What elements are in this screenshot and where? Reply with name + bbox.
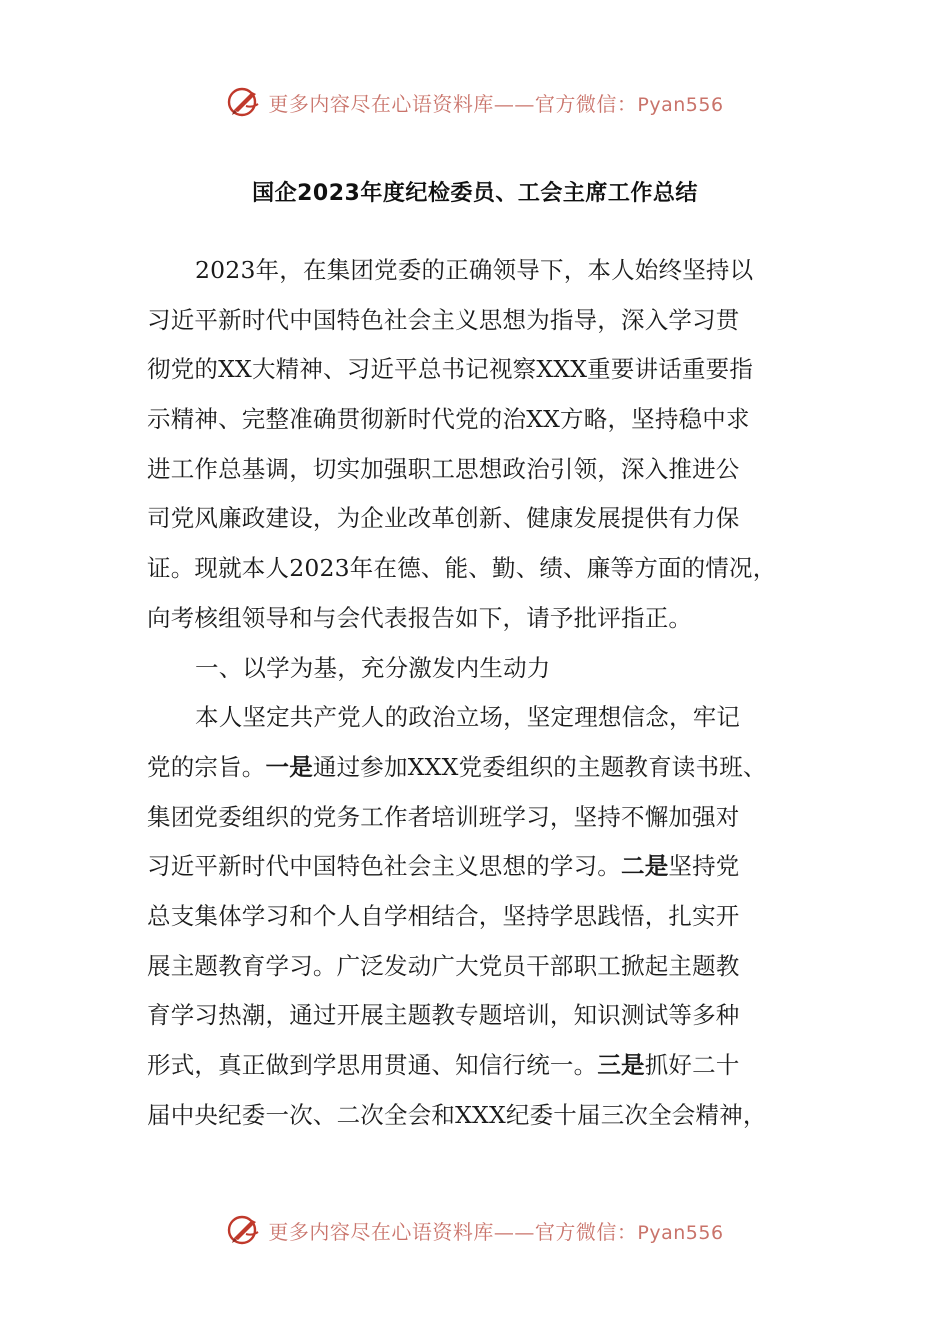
body-line (147, 1091, 807, 1141)
body-text-segment: 习近平新时代中国特色社会主义思想的学习。 (147, 852, 621, 881)
body-line (147, 594, 807, 644)
body-line (147, 1041, 807, 1091)
banner-text: 更多内容尽在心语资料库——官方微信： (268, 91, 638, 116)
body-text-segment: 党的宗旨。 (147, 752, 266, 781)
body-text-segment: 司党风廉政建设，为企业改革创新、健康发展提供有力保 (147, 504, 740, 533)
body-text-segment: 集团党委组织的党务工作者培训班学习，坚持不懈加强对 (147, 802, 740, 831)
document-body (147, 246, 807, 1140)
body-text-segment: 育学习热潮，通过开展主题教专题培训，知识测试等多种 (147, 1001, 740, 1030)
body-text-segment: 形式，真正做到学思用贯通、知信行统一。 (147, 1051, 598, 1079)
body-text-segment: 进工作总基调，切实加强职工思想政治引领，深入推进公 (147, 454, 740, 483)
body-line (147, 445, 807, 495)
banner-wechat-id: Pyan556 (637, 93, 724, 116)
body-line (147, 494, 807, 544)
body-text-segment: 坚持党 (668, 852, 740, 881)
body-text-segment: 示精神、完整准确贯彻新时代党的治XX方略，坚持稳中求 (147, 405, 750, 434)
body-line (147, 892, 807, 942)
body-text-segment: 抓好二十 (644, 1051, 740, 1079)
banner-wechat-id: Pyan556 (637, 1221, 724, 1244)
body-line (147, 395, 807, 445)
body-line (147, 296, 807, 346)
body-line (147, 644, 807, 694)
body-text-segment: 向考核组领导和与会代表报告如下，请予批评指正。 (147, 603, 693, 632)
body-line (147, 544, 807, 594)
emphasis-text: 一是 (265, 752, 313, 781)
footer-banner (0, 1208, 950, 1252)
body-line (147, 693, 807, 743)
pen-logo-icon (226, 1212, 262, 1248)
body-line (147, 345, 807, 395)
body-line (147, 793, 807, 843)
body-text-segment: 本人坚定共产党人的政治立场，坚定理想信念，牢记 (195, 703, 741, 732)
header-banner (0, 80, 950, 124)
body-text-segment: 届中央纪委一次、二次全会和XXX纪委十届三次全会精神， (147, 1100, 767, 1129)
body-text-segment: 展主题教育学习。广泛发动广大党员干部职工掀起主题教 (147, 951, 740, 980)
emphasis-text: 二是 (621, 852, 669, 881)
body-text-segment: 通过参加XXX党委组织的主题教育读书班、 (312, 752, 767, 781)
document-title: 国企2023年度纪检委员、工会主席工作总结 (252, 181, 698, 206)
body-text-segment: 2023年，在集团党委的正确领导下，本人始终坚持以 (195, 256, 754, 284)
body-line (147, 743, 807, 793)
body-text-segment: 一、以学为基，充分激发内生动力 (195, 653, 551, 682)
emphasis-text: 三是 (597, 1051, 645, 1079)
body-line (147, 842, 807, 892)
body-text-segment: 证。现就本人2023年在德、能、勤、绩、廉等方面的情况， (147, 554, 777, 583)
body-line (147, 246, 807, 296)
banner-text: 更多内容尽在心语资料库——官方微信： (268, 1219, 638, 1244)
body-line (147, 991, 807, 1041)
body-text-segment: 彻党的XX大精神、习近平总书记视察XXX重要讲话重要指 (147, 355, 754, 384)
body-line (147, 942, 807, 992)
body-text-segment: 习近平新时代中国特色社会主义思想为指导，深入学习贯 (147, 305, 740, 334)
body-text-segment: 总支集体学习和个人自学相结合，坚持学思践悟，扎实开 (147, 901, 740, 930)
pen-logo-icon (226, 84, 262, 120)
